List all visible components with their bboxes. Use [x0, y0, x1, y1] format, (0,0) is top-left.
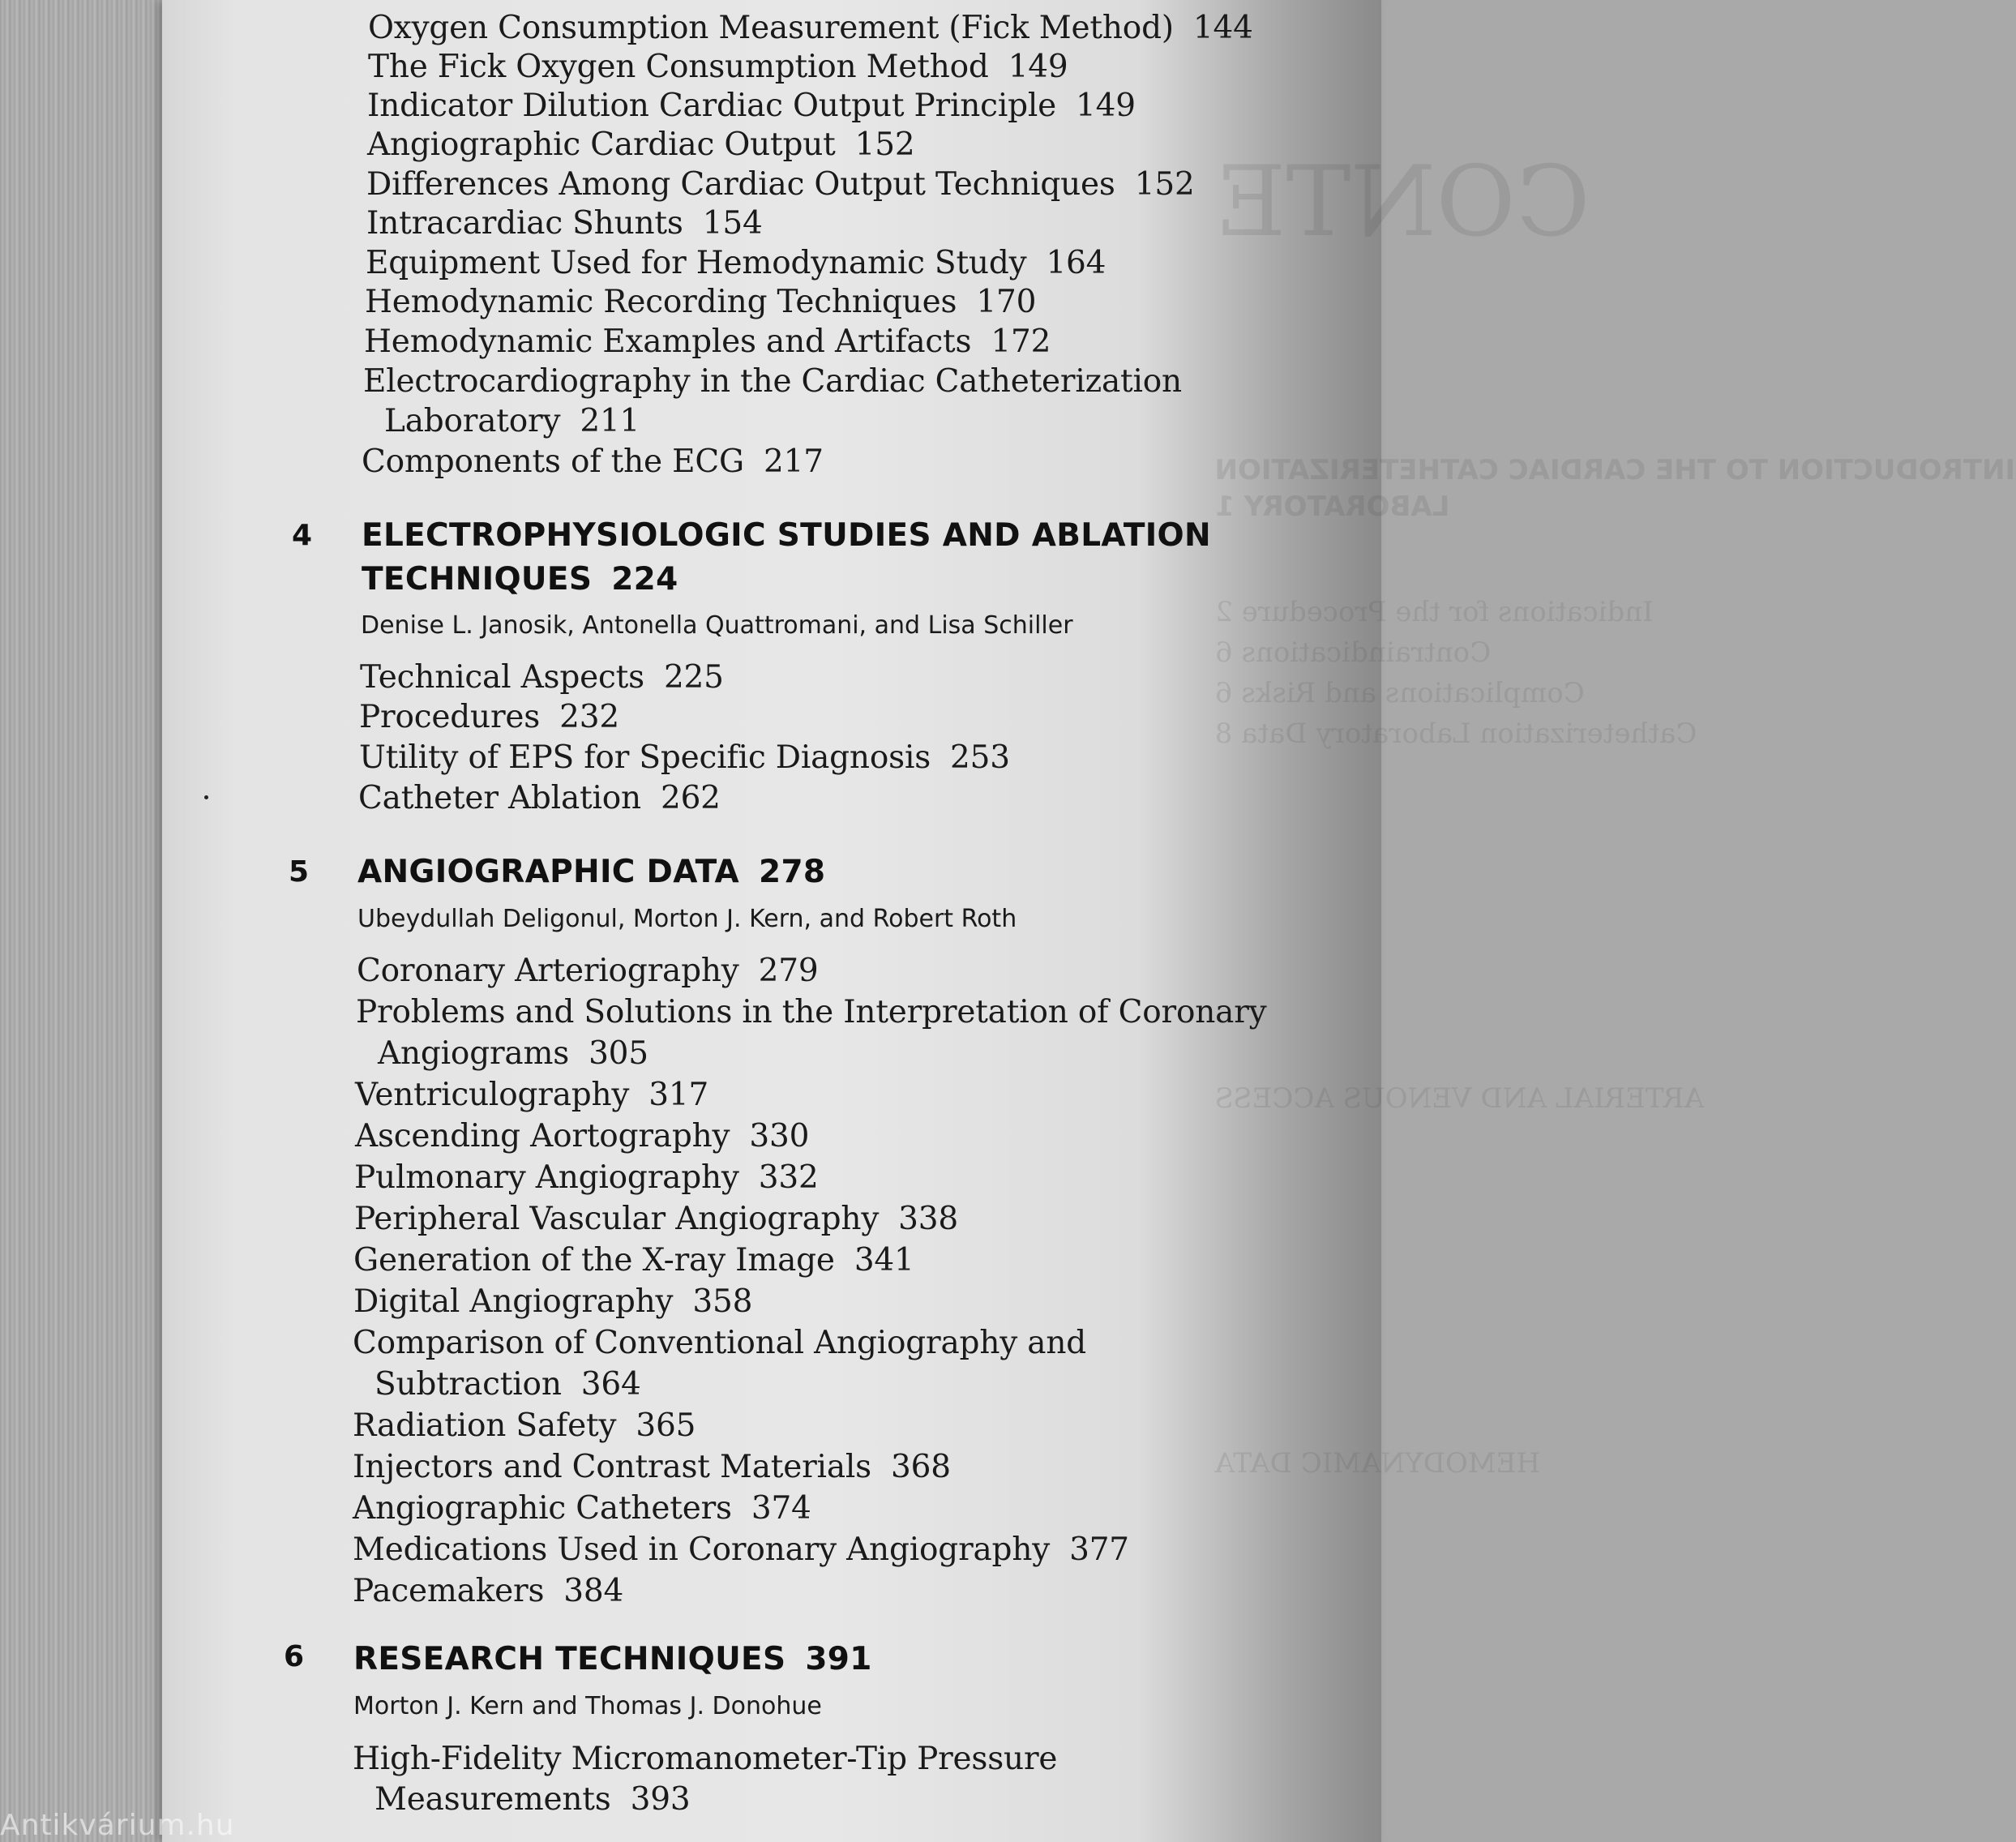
toc-entry	[353, 1741, 1057, 1777]
toc-entry-title: Radiation Safety	[353, 1407, 617, 1444]
toc-entry-title: Procedures	[359, 699, 541, 735]
toc-entry-title: Angiographic Cardiac Output	[367, 126, 836, 163]
toc-entry-page: 374	[751, 1490, 811, 1527]
toc-entry	[366, 245, 1106, 281]
show-through-glyph: Catheterization Laboratory Data 8	[1215, 718, 1697, 750]
toc-entry-title: Ventriculography	[355, 1077, 630, 1113]
toc-entry-page: 253	[950, 739, 1010, 776]
toc-entry	[364, 323, 1051, 360]
toc-entry-title: Medications Used in Coronary Angiography	[353, 1531, 1051, 1568]
chapter-page: 224	[611, 561, 678, 598]
toc-entry-title: Catheter Ablation	[358, 780, 641, 816]
chapter-title	[357, 854, 825, 890]
toc-entry-page: 164	[1046, 245, 1106, 281]
toc-entry-page: 332	[758, 1159, 819, 1196]
toc-entry	[353, 1531, 1129, 1568]
toc-entry	[354, 1159, 819, 1196]
toc-entry-page: 341	[854, 1242, 914, 1279]
toc-entry-title: Technical Aspects	[360, 659, 644, 696]
toc-entry-title: Subtraction	[375, 1366, 562, 1403]
toc-entry-page: 317	[648, 1077, 709, 1113]
toc-entry	[368, 10, 1253, 46]
toc-entry	[363, 363, 1182, 400]
chapter-title-text: TECHNIQUES	[362, 561, 593, 598]
toc-entry-page: 217	[764, 443, 824, 480]
toc-entry-title: Components of the ECG	[362, 443, 744, 480]
toc-entry-page: 170	[976, 284, 1037, 320]
toc-entry-title: Generation of the X-ray Image	[353, 1242, 835, 1279]
toc-entry-title: Hemodynamic Recording Techniques	[365, 284, 957, 320]
toc-entry-page: 211	[580, 403, 640, 439]
toc-entry-title: Indicator Dilution Cardiac Output Principle	[367, 88, 1057, 124]
toc-entry-title: Comparison of Conventional Angiography and	[353, 1325, 1086, 1361]
toc-entry-title: Angiograms	[378, 1035, 570, 1072]
chapter-page: 278	[759, 854, 826, 890]
toc-entry	[353, 1573, 623, 1609]
chapter-title	[353, 1641, 872, 1677]
toc-entry	[366, 205, 763, 242]
toc-entry-page: 330	[749, 1118, 810, 1154]
toc-entry-page: 358	[692, 1283, 753, 1320]
toc-entry-title: Angiographic Catheters	[353, 1490, 732, 1527]
toc-entry-title: Equipment Used for Hemodynamic Study	[366, 245, 1027, 281]
toc-entry-title: Coronary Arteriography	[357, 953, 739, 989]
toc-entry-title: High-Fidelity Micromanometer-Tip Pressure	[353, 1741, 1058, 1777]
toc-entry-title: Injectors and Contrast Materials	[353, 1449, 871, 1485]
toc-entry-page: 232	[559, 699, 619, 735]
toc-entry-page: 172	[991, 323, 1051, 360]
toc-entry-continuation	[384, 403, 640, 439]
toc-entry	[360, 659, 724, 696]
toc-entry-continuation	[378, 1035, 648, 1072]
chapter-page: 391	[805, 1641, 872, 1677]
toc-entry-title: Measurements	[375, 1781, 611, 1818]
chapter-title	[362, 517, 1211, 554]
toc-entry	[362, 443, 824, 480]
toc-entry-title: Electrocardiography in the Cardiac Catheterization	[363, 363, 1182, 400]
toc-entry	[365, 284, 1036, 320]
show-through-glyph: Complications and Risks 6	[1215, 677, 1585, 709]
chapter-title-text: ELECTROPHYSIOLOGIC STUDIES AND ABLATION	[362, 517, 1211, 554]
toc-entry	[357, 953, 818, 989]
chapter-title-text: RESEARCH TECHNIQUES	[353, 1641, 786, 1677]
toc-entry-title: The Fick Oxygen Consumption Method	[368, 49, 989, 85]
chapter-title-text: ANGIOGRAPHIC DATA	[357, 854, 740, 890]
toc-entry-title: Peripheral Vascular Angiography	[354, 1201, 880, 1237]
toc-entry	[368, 49, 1068, 85]
chapter-number: 6	[284, 1640, 305, 1673]
toc-entry-title: Differences Among Cardiac Output Techniques	[366, 166, 1115, 203]
toc-entry	[367, 88, 1136, 124]
chapter-title-continuation	[362, 561, 678, 598]
toc-entry-page: 152	[1134, 166, 1195, 203]
toc-entry	[353, 1449, 951, 1485]
toc-entry-page: 149	[1008, 49, 1068, 85]
toc-entry-title: Intracardiac Shunts	[366, 205, 683, 242]
toc-entry-page: 154	[702, 205, 763, 242]
toc-entry	[353, 1490, 811, 1527]
toc-entry	[353, 1242, 914, 1279]
toc-entry-page: 279	[758, 953, 819, 989]
toc-entry-page: 393	[630, 1781, 691, 1818]
toc-entry	[354, 1201, 958, 1237]
toc-entry	[359, 739, 1010, 776]
chapter-authors: Ubeydullah Deligonul, Morton J. Kern, and Robert Roth	[357, 905, 1017, 933]
show-through-glyph: INTRODUCTION TO THE CARDIAC CATHETERIZATION	[1215, 454, 2016, 486]
toc-entry-title: Oxygen Consumption Measurement (Fick Method)	[368, 10, 1174, 46]
show-through-glyph: CONTE	[1215, 146, 1590, 259]
toc-entry-page: 377	[1069, 1531, 1129, 1568]
toc-entry-title: Pacemakers	[353, 1573, 545, 1609]
toc-entry	[366, 166, 1195, 203]
toc-entry-continuation	[375, 1781, 690, 1818]
toc-entry-page: 368	[890, 1449, 951, 1485]
toc-entry	[367, 126, 914, 163]
toc-entry-title: Hemodynamic Examples and Artifacts	[364, 323, 972, 360]
toc-entry-page: 384	[563, 1573, 624, 1609]
show-through-glyph: HEMODYNAMIC	[1301, 1447, 1541, 1480]
toc-entry-page: 365	[636, 1407, 696, 1444]
toc-entry	[356, 994, 1266, 1030]
speck-mark	[204, 795, 208, 799]
show-through-glyph: ARTERIAL AND VENOUS ACCESS	[1215, 1082, 1705, 1115]
chapter-number: 5	[289, 855, 310, 889]
toc-entry-title: Pulmonary Angiography	[354, 1159, 739, 1196]
toc-entry	[353, 1283, 752, 1320]
toc-entry-page: 262	[660, 780, 721, 816]
toc-entry-page: 338	[898, 1201, 959, 1237]
toc-entry-page: 144	[1192, 10, 1253, 46]
toc-entry-page: 152	[854, 126, 915, 163]
toc-entry-page: 364	[580, 1366, 641, 1403]
toc-entry	[358, 780, 721, 816]
chapter-authors: Denise L. Janosik, Antonella Quattromani, and Lisa Schiller	[361, 611, 1073, 640]
toc-entry-title: Problems and Solutions in the Interpretation of Coronary	[356, 994, 1267, 1030]
toc-entry-title: Utility of EPS for Specific Diagnosis	[359, 739, 931, 776]
show-through-glyph: Indications for the Procedure 2	[1215, 596, 1654, 628]
toc-entry	[355, 1077, 708, 1113]
toc-entry-title: Digital Angiography	[353, 1283, 674, 1320]
toc-entry-title: Laboratory	[384, 403, 561, 439]
toc-entry-title: Ascending Aortography	[355, 1118, 730, 1154]
toc-entry-page: 305	[589, 1035, 648, 1072]
watermark-text: Antikvárium.hu	[0, 1809, 235, 1842]
chapter-authors: Morton J. Kern and Thomas J. Donohue	[353, 1692, 822, 1720]
chapter-number: 4	[292, 519, 313, 552]
toc-entry	[353, 1325, 1086, 1361]
toc-entry	[353, 1407, 696, 1444]
toc-entry-continuation	[375, 1366, 641, 1403]
toc-entry-page: 149	[1076, 88, 1136, 124]
toc-entry	[359, 699, 619, 735]
toc-entry	[355, 1118, 809, 1154]
toc-entry-page: 225	[663, 659, 724, 696]
